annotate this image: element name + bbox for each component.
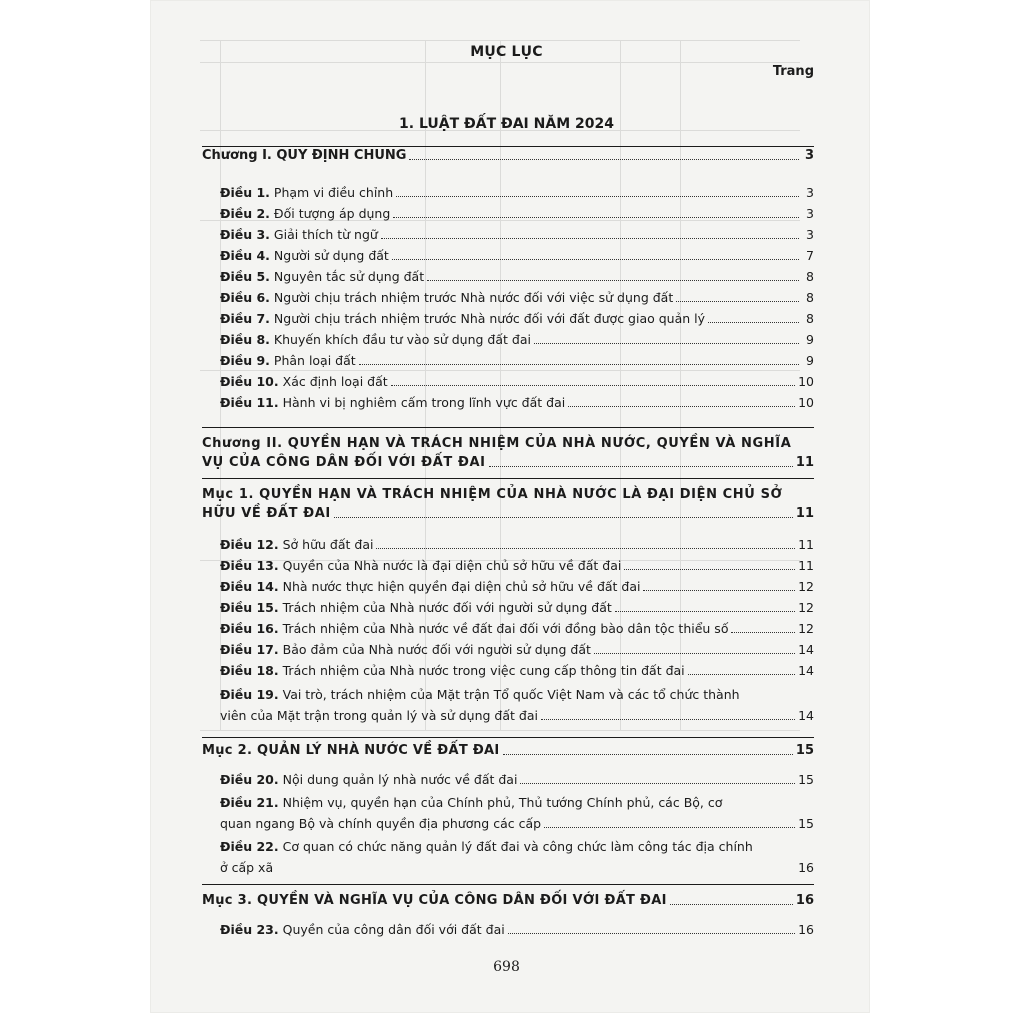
dot-leader (508, 932, 795, 934)
toc-entry-article-21-line1[interactable] (220, 795, 722, 811)
entry-title: Xác định loại đất (282, 374, 388, 389)
toc-entry-article-20[interactable] (220, 772, 814, 788)
toc-entry-article-3[interactable] (220, 227, 814, 243)
entry-title: Sở hữu đất đai (282, 537, 374, 552)
toc-title: MỤC LỤC (470, 44, 543, 60)
entry-title: quan ngang Bộ và chính quyền địa phương các cấp (220, 816, 542, 831)
entry-title: Đối tượng áp dụng (273, 206, 391, 221)
article-number: Điều 22. (220, 839, 279, 854)
dot-leader (731, 631, 795, 633)
divider (202, 884, 814, 885)
entry-title: Vai trò, trách nhiệm của Mặt trận Tổ quốc Việt Nam và các tổ chức thành (282, 687, 740, 702)
dot-leader (624, 568, 795, 570)
toc-entry-article-8[interactable] (220, 332, 814, 348)
dot-leader (334, 516, 793, 518)
divider (202, 737, 814, 738)
entry-page: 14 (798, 642, 814, 657)
toc-entry-section-1[interactable] (202, 506, 814, 522)
entry-title: VỤ CỦA CÔNG DÂN ĐỐI VỚI ĐẤT ĐAI (202, 455, 486, 470)
toc-entry-chapter-1[interactable] (202, 148, 814, 164)
entry-title: Trách nhiệm của Nhà nước về đất đai đối với đồng bào dân tộc thiểu số (282, 621, 729, 636)
entry-title: Mục 2. QUẢN LÝ NHÀ NƯỚC VỀ ĐẤT ĐAI (202, 743, 500, 758)
entry-title: Phạm vi điều chỉnh (273, 185, 394, 200)
divider (202, 427, 814, 428)
toc-entry-article-13[interactable] (220, 558, 814, 574)
entry-page: 11 (795, 455, 814, 470)
article-number: Điều 13. (220, 558, 279, 573)
entry-title: viên của Mặt trận trong quản lý và sử dụng đất đai (220, 708, 538, 723)
entry-title: Người chịu trách nhiệm trước Nhà nước đối với đất được giao quản lý (273, 311, 706, 326)
entry-page: 15 (795, 743, 814, 758)
law-title: 1. LUẬT ĐẤT ĐAI NĂM 2024 (399, 116, 614, 132)
article-number: Điều 23. (220, 922, 279, 937)
entry-page: 3 (806, 227, 814, 242)
entry-title: ở cấp xã (220, 860, 274, 875)
toc-entry-article-7[interactable] (220, 311, 814, 327)
entry-page: 8 (806, 290, 814, 305)
toc-entry-section-3[interactable] (202, 893, 814, 909)
article-number: Điều 10. (220, 374, 279, 389)
toc-entry-article-21[interactable] (220, 816, 814, 832)
toc-entry-article-18[interactable] (220, 663, 814, 679)
entry-title: Mục 3. QUYỀN VÀ NGHĨA VỤ CỦA CÔNG DÂN ĐỐI VỚI ĐẤT ĐAI (202, 893, 667, 908)
toc-entry-article-19-line1[interactable] (220, 687, 740, 703)
toc-entry-article-14[interactable] (220, 579, 814, 595)
entry-page: 9 (806, 353, 814, 368)
entry-title: Nội dung quản lý nhà nước về đất đai (282, 772, 518, 787)
article-number: Điều 3. (220, 227, 270, 242)
article-number: Điều 9. (220, 353, 270, 368)
entry-page: 16 (795, 893, 814, 908)
toc-entry-chapter-2-line1[interactable]: Chương II. QUYỀN HẠN VÀ TRÁCH NHIỆM CỦA NHÀ NƯỚC, QUYỀN VÀ NGHĨA (202, 436, 792, 451)
toc-entry-article-1[interactable] (220, 185, 814, 201)
toc-entry-article-16[interactable] (220, 621, 814, 637)
dot-leader (670, 903, 793, 905)
dot-leader (534, 342, 799, 344)
entry-title: Quyền của Nhà nước là đại diện chủ sở hữu về đất đai (282, 558, 622, 573)
entry-page: 15 (798, 772, 814, 787)
entry-page: 16 (798, 860, 814, 875)
article-number: Điều 4. (220, 248, 270, 263)
entry-page: 9 (806, 332, 814, 347)
entry-page: 10 (798, 374, 814, 389)
article-number: Điều 16. (220, 621, 279, 636)
entry-title: Khuyến khích đầu tư vào sử dụng đất đai (273, 332, 531, 347)
entry-page: 3 (806, 185, 814, 200)
entry-title: Nhà nước thực hiện quyền đại diện chủ sở hữu về đất đai (282, 579, 641, 594)
dot-leader (541, 718, 795, 720)
toc-entry-article-9[interactable] (220, 353, 814, 369)
entry-page: 3 (804, 148, 814, 163)
dot-leader (427, 279, 799, 281)
entry-title: Chương I. QUY ĐỊNH CHUNG (202, 148, 407, 163)
article-number: Điều 2. (220, 206, 270, 221)
toc-entry-article-5[interactable] (220, 269, 814, 285)
entry-title: Nguyên tắc sử dụng đất (273, 269, 425, 284)
entry-page: 8 (806, 269, 814, 284)
dot-leader (396, 195, 799, 197)
toc-entry-article-10[interactable] (220, 374, 814, 390)
dot-leader (409, 158, 799, 160)
article-number: Điều 5. (220, 269, 270, 284)
entry-page: 11 (795, 506, 814, 521)
toc-entry-article-22-line1[interactable] (220, 839, 753, 855)
entry-page: 14 (798, 663, 814, 678)
dot-leader (676, 300, 799, 302)
entry-title: Quyền của công dân đối với đất đai (282, 922, 505, 937)
divider (202, 146, 814, 147)
toc-entry-article-15[interactable] (220, 600, 814, 616)
article-number: Điều 11. (220, 395, 279, 410)
toc-entry-section-2[interactable] (202, 743, 814, 759)
entry-page: 11 (798, 537, 814, 552)
entry-page: 3 (806, 206, 814, 221)
article-number: Điều 14. (220, 579, 279, 594)
dot-leader (391, 384, 795, 386)
entry-title: Trách nhiệm của Nhà nước trong việc cung cấp thông tin đất đai (282, 663, 685, 678)
entry-title: Bảo đảm của Nhà nước đối với người sử dụng đất (282, 642, 591, 657)
dot-leader (503, 753, 793, 755)
dot-leader (276, 870, 795, 872)
entry-page: 11 (798, 558, 814, 573)
article-number: Điều 19. (220, 687, 279, 702)
entry-title: Nhiệm vụ, quyền hạn của Chính phủ, Thủ tướng Chính phủ, các Bộ, cơ (282, 795, 723, 810)
article-number: Điều 15. (220, 600, 279, 615)
dot-leader (594, 652, 795, 654)
article-number: Điều 7. (220, 311, 270, 326)
dot-leader (520, 782, 795, 784)
entry-page: 10 (798, 395, 814, 410)
toc-entry-article-4[interactable] (220, 248, 814, 264)
divider (202, 478, 814, 479)
entry-page: 12 (798, 579, 814, 594)
toc-entry-article-6[interactable] (220, 290, 814, 306)
entry-title: Trách nhiệm của Nhà nước đối với người sử dụng đất (282, 600, 612, 615)
entry-title: Hành vi bị nghiêm cấm trong lĩnh vực đất đai (282, 395, 566, 410)
article-number: Điều 18. (220, 663, 279, 678)
entry-title: Cơ quan có chức năng quản lý đất đai và công chức làm công tác địa chính (282, 839, 753, 854)
article-number: Điều 17. (220, 642, 279, 657)
toc-entry-chapter-2[interactable] (202, 455, 814, 471)
entry-page: 15 (798, 816, 814, 831)
page-number: 698 (493, 959, 520, 975)
toc-entry-article-12[interactable] (220, 537, 814, 553)
dot-leader (489, 465, 793, 467)
toc-entry-article-23[interactable] (220, 922, 814, 938)
dot-leader (392, 258, 799, 260)
page-column-label: Trang (772, 64, 814, 79)
dot-leader (615, 610, 795, 612)
dot-leader (393, 216, 799, 218)
entry-page: 8 (806, 311, 814, 326)
toc-entry-article-19[interactable] (220, 708, 814, 724)
entry-page: 12 (798, 600, 814, 615)
dot-leader (708, 321, 799, 323)
toc-entry-article-17[interactable] (220, 642, 814, 658)
entry-page: 16 (798, 922, 814, 937)
dot-leader (568, 405, 795, 407)
dot-leader (544, 826, 795, 828)
article-number: Điều 1. (220, 185, 270, 200)
entry-title: HỮU VỀ ĐẤT ĐAI (202, 506, 331, 521)
entry-title: Phân loại đất (273, 353, 356, 368)
entry-title: Người chịu trách nhiệm trước Nhà nước đối với việc sử dụng đất (273, 290, 674, 305)
toc-entry-section-1-line1[interactable]: Mục 1. QUYỀN HẠN VÀ TRÁCH NHIỆM CỦA NHÀ NƯỚC LÀ ĐẠI DIỆN CHỦ SỞ (202, 487, 783, 502)
entry-title: Giải thích từ ngữ (273, 227, 378, 242)
dot-leader (359, 363, 799, 365)
toc-entry-article-11[interactable] (220, 395, 814, 411)
entry-page: 7 (806, 248, 814, 263)
entry-page: 12 (798, 621, 814, 636)
entry-page: 14 (798, 708, 814, 723)
toc-entry-article-22[interactable] (220, 860, 814, 876)
dot-leader (381, 237, 799, 239)
dot-leader (643, 589, 795, 591)
article-number: Điều 8. (220, 332, 270, 347)
entry-title: Người sử dụng đất (273, 248, 389, 263)
article-number: Điều 6. (220, 290, 270, 305)
article-number: Điều 20. (220, 772, 279, 787)
toc-entry-article-2[interactable] (220, 206, 814, 222)
article-number: Điều 21. (220, 795, 279, 810)
dot-leader (688, 673, 795, 675)
article-number: Điều 12. (220, 537, 279, 552)
dot-leader (376, 547, 795, 549)
